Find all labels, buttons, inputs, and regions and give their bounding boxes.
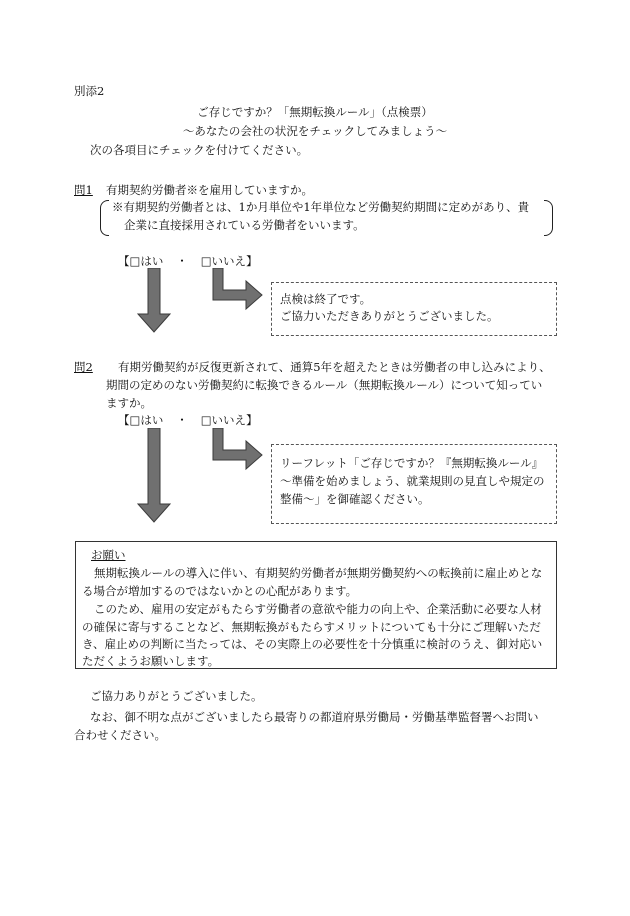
q2-text-line2: 期間の定めのない労働契約に転換できるルール（無期転換ルール）について知ってい [106,378,543,392]
q1-separator: ・ [176,254,188,268]
q1-bracket-close: 】 [246,254,258,268]
instruction-text: 次の各項目にチェックを付けてください。 [90,143,309,157]
request-line4: の確保に寄与することなど、無期転換がもたらすメリットについても十分にご理解いただ [82,620,541,634]
q1-options [118,256,258,268]
q2-number-label: 問2 [74,360,93,374]
q2-no-checkbox[interactable]: □いいえ [200,413,247,427]
request-heading-label: お願い [91,548,126,562]
q1-yes-down-arrow-icon [136,268,172,334]
q1-bracket-open: 【 [118,254,130,268]
q2-bracket-close: 】 [246,413,258,427]
q2-number [74,362,93,374]
q2-no-result-line1: リーフレット「ご存じですか？『無期転換ルール』 [280,456,544,470]
q2-no-result-line3: 整備～」を御確認ください。 [280,492,430,506]
q2-bracket-open: 【 [118,413,130,427]
q2-yes-down-arrow-icon [136,428,172,524]
request-line2: る場合が増加するのではないかとの心配があります。 [82,584,358,598]
request-line1: 無期転換ルールの導入に伴い、有期契約労働者が無期労働契約への転換前に雇止めとな [94,566,543,580]
q1-note-line1: ※有期契約労働者とは、1か月単位や1年単位など労働契約期間に定めがあり、貴 [112,200,530,214]
closing-thanks: ご協力ありがとうございました。 [90,689,263,703]
q1-note-line2: 企業に直接採用されている労働者をいいます。 [124,218,365,232]
q1-number-label: 問1 [74,183,93,197]
q1-no-checkbox[interactable]: □いいえ [200,254,247,268]
q2-yes-checkbox[interactable]: □はい [129,413,164,427]
q1-no-result-line2: ご協力いただきありがとうございました。 [280,309,499,323]
q2-text-line3: ますか。 [106,396,152,410]
q2-no-result-line2: ～準備を始めましょう、就業規則の見直しや規定の [280,474,545,488]
q1-yes-checkbox[interactable]: □はい [129,254,164,268]
q2-text-line1: 有期労働契約が反復更新されて、通算5年を超えたときは労働者の申し込みにより、 [118,360,551,374]
q2-no-right-arrow-icon [210,428,266,472]
q1-no-result-line1: 点検は終了です。 [280,292,372,306]
attachment-label: 別添2 [74,84,105,98]
request-line6: ただくようお願いします。 [82,654,220,668]
q1-number [74,185,93,197]
closing-contact-line2: 合わせください。 [74,728,166,742]
page-subtitle: ～あなたの会社の状況をチェックしてみましょう～ [182,124,448,138]
closing-contact-line1: なお、御不明な点がございましたら最寄りの都道府県労働局・労働基準監督署へお問い [90,710,539,724]
q2-separator: ・ [176,413,188,427]
request-line3: このため、雇用の安定がもたらす労働者の意欲や能力の向上や、企業活動に必要な人材 [94,602,542,616]
request-heading [91,550,126,562]
request-line5: き、雇止めの判断に当たっては、その実際上の必要性を十分慎重に検討のうえ、御対応い [82,637,543,651]
q2-options [118,415,258,427]
page-title: ご存じですか？「無期転換ルール」（点検票） [197,105,433,119]
q1-note-bracket-right [544,200,553,236]
q1-note-bracket-left [100,200,109,236]
q1-text: 有期契約労働者※を雇用していますか。 [106,183,313,197]
q1-no-right-arrow-icon [210,268,266,312]
